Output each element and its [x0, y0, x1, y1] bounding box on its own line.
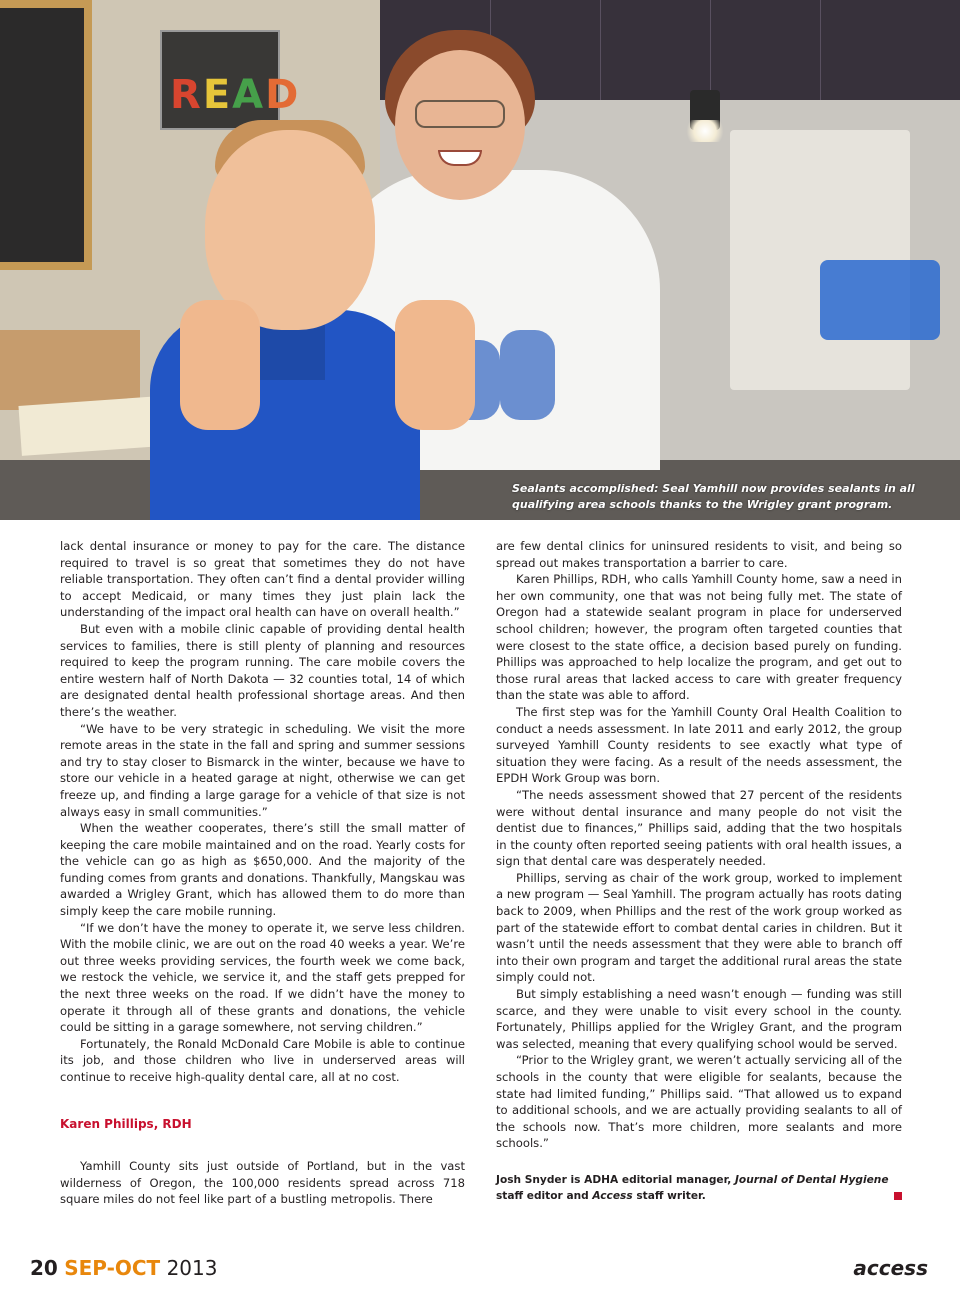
read-poster — [160, 30, 301, 130]
hygienist-glasses — [415, 100, 505, 128]
poster-letters: READ — [170, 72, 301, 118]
paragraph: are few dental clinics for uninsured residents to visit, and being so spread out makes transportation a barrier to care. — [496, 539, 902, 570]
magazine-name: access — [853, 1256, 928, 1280]
article-photo — [0, 0, 960, 520]
issue-months: SEP-OCT — [64, 1256, 161, 1280]
right-column — [496, 538, 902, 1204]
author-bio: Josh Snyder is ADHA editorial manager, Journal of Dental Hygiene staff editor and Access staff writer. — [496, 1172, 902, 1204]
paragraph: Fortunately, the Ronald McDonald Care Mobile is able to continue its job, and those children who live in underserved areas will continue to receive high-quality dental care, all at no cost. — [60, 1036, 465, 1084]
boy-thumb-left — [180, 300, 260, 430]
hygienist-glove-right — [500, 330, 555, 420]
paragraph: lack dental insurance or money to pay for the care. The distance required to travel is so great that sometimes they do not have reliable transportation. They often can’t find a dental provider willing to accept Medicaid, or many times they just plain lack the understanding of the impact oral health can have on overall health.” — [60, 539, 465, 620]
paragraph: “Prior to the Wrigley grant, we weren’t actually servicing all of the schools in the county that were eligible for sealants, because the state had limited funding,” Phillips said. “That allowed us to expand to additional schools, and we are actually providing sealants to all of the schools now. That’s more children, more sealants and more schools.” — [496, 1053, 902, 1151]
paragraph: “The needs assessment showed that 27 percent of the residents were without dental insurance and many people do not visit the dentist due to finances,” Phillips said, adding that the two hospitals in the county often reported seeing patients with oral health issues, a sign that dental care was desperately needed. — [496, 787, 902, 869]
lamp-light — [683, 120, 727, 142]
section-subhead: Karen Phillips, RDH — [60, 1116, 192, 1131]
boy-thumb-right — [395, 300, 475, 430]
paragraph: When the weather cooperates, there’s still the small matter of keeping the care mobile maintained and on the road. Yearly costs for the vehicle can go as high as $650,000. And the majority of the funding comes from grants and donations. Thankfully, Mangskau was awarded a Wrigley Grant, which has allowed them to do more than simply keep the care mobile running. — [60, 821, 465, 919]
page-folio — [30, 1256, 217, 1280]
issue-year: 2013 — [166, 1256, 218, 1280]
paragraph: “We have to be very strategic in scheduling. We visit the more remote areas in the state in the fall and spring and summer sessions and try to stay closer to Bismarck in the winter, because we have to store our vehicle in a heated garage at night, otherwise we can get freeze up, and finding a large garage for a vehicle of that size is not always easy in small communities.” — [60, 721, 465, 819]
paragraph: But even with a mobile clinic capable of providing dental health services to families, there is still plenty of planning and resources required to keep the program running. The care mobile covers the entire western half of North Dakota — 32 counties total, 14 of which are designated dental health professional shortage areas. And then there’s the weather. — [60, 621, 465, 719]
paragraph: But simply establishing a need wasn’t enough — funding was still scarce, and they were unable to visit every school in the county. Fortunately, Phillips applied for the Wrigley Grant, and the program was selected, meaning that every qualifying school would be served. — [496, 987, 902, 1051]
paragraph: Karen Phillips, RDH, who calls Yamhill County home, saw a need in her own community, one that was not being fully met. The state of Oregon had a statewide sealant program in place for underserved school children; however, the program often targeted counties that were closest to the state office, a decision based purely on funding. Phillips was approached to help localize the program, and get out to those rural areas that lacked access to care with greater frequency than the state was able to afford. — [496, 572, 902, 703]
paragraph: Phillips, serving as chair of the work group, worked to implement a new program — Seal Yamhill. The program actually has roots dating back to 2009, when Phillips and the rest of the work group worked as part of the statewide effort to combat dental caries in children. But it wasn’t until the needs assessment that they were able to branch off into their own program and target the additional rural areas the state simply could not. — [496, 870, 902, 985]
paragraph: Yamhill County sits just outside of Portland, but in the vast wilderness of Oregon, the 100,000 residents spread across 718 square miles do not feel like part of a bustling metropolis. There — [60, 1159, 465, 1207]
bulletin-board — [0, 0, 92, 270]
left-column — [60, 538, 465, 1208]
end-of-article-icon — [894, 1192, 902, 1200]
dental-tools — [820, 260, 940, 340]
photo-caption: Sealants accomplished: Seal Yamhill now provides sealants in all qualifying area schools thanks to the Wrigley grant program. — [512, 482, 915, 511]
page-number: 20 — [30, 1256, 58, 1280]
paragraph: “If we don’t have the money to operate it, we serve less children. With the mobile clinic, we are out on the road 40 weeks a year. We’re out three weeks providing services, the fourth week we come back, we restock the vehicle, we service it, and the staff gets prepped for the next three weeks on the road. If we didn’t have the money to operate it through all of these grants and donations, the vehicle could be sitting in a garage somewhere, not serving children.” — [60, 920, 465, 1035]
paragraph: The first step was for the Yamhill County Oral Health Coalition to conduct a needs assessment. In late 2011 and early 2012, the group surveyed Yamhill County residents to see exactly what type of situation they were facing. As a result of the needs assessment, the EPDH Work Group was born. — [496, 704, 902, 786]
